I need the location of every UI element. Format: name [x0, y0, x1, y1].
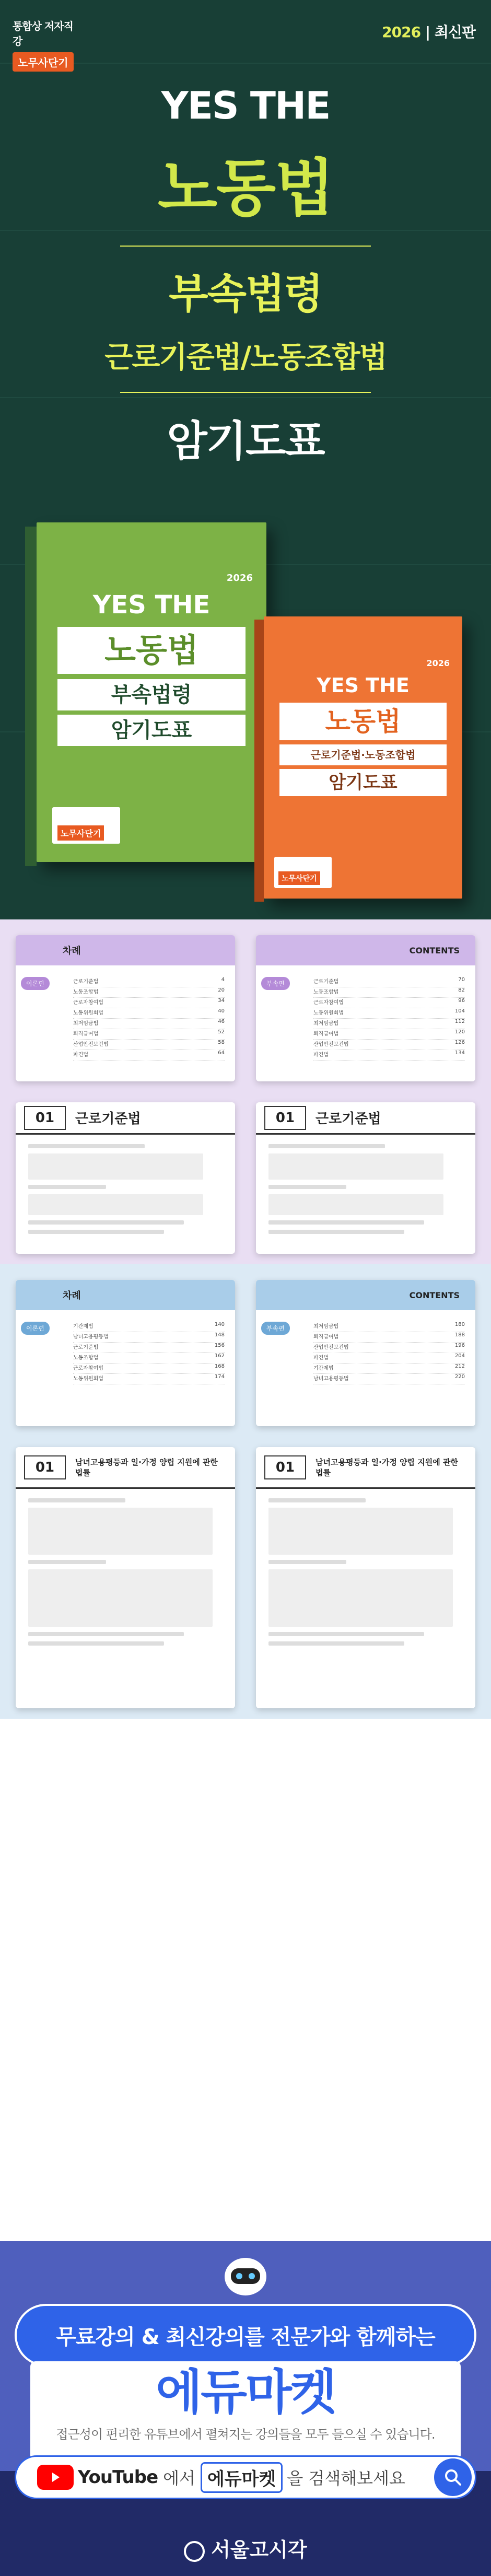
title-labor-law: 노동법	[158, 152, 333, 224]
list-item: 최저임금법 180	[313, 1322, 465, 1332]
chapter-number: 01	[264, 1106, 306, 1130]
toc-title-right: CONTENTS	[409, 945, 460, 955]
book-b-footer: 노무사단기	[278, 871, 320, 885]
list-item: 근로자참여법 168	[73, 1363, 225, 1374]
title-yes-the: YES THE	[161, 84, 330, 127]
list-item: 노동조합법 20	[73, 987, 225, 998]
toc-list-right	[313, 977, 465, 1060]
preview-chapter-purple	[0, 1092, 491, 1264]
toc-title-left: 차례	[63, 946, 81, 957]
chapter-number: 01	[24, 1455, 66, 1479]
list-item: 퇴직급여법 188	[313, 1332, 465, 1343]
list-item: 기간제법 140	[73, 1322, 225, 1332]
youtube-prefix: 에서	[163, 2468, 195, 2488]
author-badge	[13, 18, 75, 72]
book-a-subtitle2: 암기도표	[57, 715, 245, 746]
search-keyword: 에듀마켓	[201, 2462, 283, 2493]
book-a-subtitle: 부속법령	[57, 679, 245, 710]
hero-banner	[0, 0, 491, 919]
toc-list-left	[73, 977, 225, 1060]
search-button[interactable]	[434, 2458, 472, 2496]
list-item: 산업안전보건법 196	[313, 1343, 465, 1353]
book-b-edition: 2026	[426, 658, 450, 668]
preview-toc-purple	[0, 919, 491, 1092]
title-decrees: 부속법령	[169, 271, 322, 318]
edition-text: 최신판	[434, 24, 475, 41]
preview-toc-blue	[0, 1264, 491, 1437]
list-item: 노동위원회법 40	[73, 1008, 225, 1019]
chapter-title: 남녀고용평등과 일·가정 양립 지원에 관한 법률	[75, 1457, 218, 1477]
title-subjects: 근로기준법/노동조합법	[104, 341, 387, 375]
book-a-brand: YES THE	[92, 590, 211, 620]
list-item: 퇴직급여법 52	[73, 1029, 225, 1040]
list-item: 근로자참여법 34	[73, 998, 225, 1008]
chapter-number: 01	[264, 1455, 306, 1479]
list-item: 파견법 134	[313, 1050, 465, 1060]
list-item: 남녀고용평등법 148	[73, 1332, 225, 1343]
publisher-name: 서울고시각	[211, 2538, 307, 2561]
list-item: 근로기준법 70	[313, 977, 465, 987]
book-a-title: 노동법	[57, 627, 245, 674]
brand-box	[30, 2361, 461, 2461]
list-item: 파견법 64	[73, 1050, 225, 1060]
list-item: 파견법 204	[313, 1353, 465, 1363]
toc-list-left	[73, 1322, 225, 1384]
book-b-title: 노동법	[279, 703, 447, 740]
list-item: 노동조합법 162	[73, 1353, 225, 1363]
youtube-play-icon	[37, 2465, 74, 2490]
toc-title-left: 차례	[63, 1290, 81, 1301]
badge-line1: 통합상 저자직강	[13, 20, 73, 48]
list-item: 최저임금법 46	[73, 1019, 225, 1029]
list-item: 노동조합법 82	[313, 987, 465, 998]
toc-title-right: CONTENTS	[409, 1290, 460, 1300]
list-item: 노동위원회법 104	[313, 1008, 465, 1019]
list-item: 근로자참여법 96	[313, 998, 465, 1008]
toc-list-right	[313, 1322, 465, 1384]
publisher-logo	[0, 2534, 491, 2562]
book-a-edition: 2026	[226, 573, 253, 584]
edition-label: 2026 | 최신판	[382, 24, 475, 41]
list-item: 기간제법 212	[313, 1363, 465, 1374]
badge-line2: 노무사단기	[13, 52, 74, 72]
toc-tab-left: 이론편	[21, 1322, 50, 1335]
youtube-label: YouTube	[78, 2467, 158, 2488]
book-cover-decrees	[37, 522, 266, 862]
book-a-footer: 노무사단기	[57, 825, 104, 841]
brand-subtitle: 접근성이 편리한 유튜브에서 펼쳐지는 강의들을 모두 들으실 수 있습니다.	[56, 2427, 435, 2442]
book-b-brand: YES THE	[317, 674, 410, 697]
list-item: 근로기준법 156	[73, 1343, 225, 1353]
title-chart: 암기도표	[167, 417, 324, 465]
list-item: 산업안전보건법 58	[73, 1040, 225, 1050]
slogan-banner: 무료강의 & 최신강의를 전문가와 함께하는	[15, 2304, 476, 2367]
book-cover-labor-acts	[264, 616, 462, 899]
brand-name: 에듀마켓	[156, 2364, 335, 2420]
toc-tab-right: 부속편	[261, 1322, 290, 1335]
list-item: 근로기준법 4	[73, 977, 225, 987]
divider	[120, 246, 371, 247]
book-b-subtitle: 근로기준법·노동조합법	[279, 744, 447, 765]
chapter-title: 근로기준법	[315, 1111, 381, 1127]
preview-chapter-blue	[0, 1437, 491, 1719]
publisher-icon	[184, 2541, 205, 2562]
divider-2	[120, 392, 371, 393]
chapter-number: 01	[24, 1106, 66, 1130]
chapter-title: 남녀고용평등과 일·가정 양립 지원에 관한 법률	[315, 1457, 458, 1477]
list-item: 최저임금법 112	[313, 1019, 465, 1029]
chapter-title: 근로기준법	[75, 1111, 141, 1127]
list-item: 산업안전보건법 126	[313, 1040, 465, 1050]
toc-tab-right: 부속편	[261, 977, 290, 990]
youtube-search-bar[interactable]	[15, 2455, 476, 2499]
list-item: 퇴직급여법 120	[313, 1029, 465, 1040]
edition-year: 2026	[382, 24, 421, 41]
robot-icon	[219, 2252, 272, 2299]
youtube-suffix: 을 검색해보세요	[287, 2468, 405, 2488]
list-item: 남녀고용평등법 220	[313, 1374, 465, 1384]
search-icon	[443, 2468, 462, 2487]
book-b-subtitle2: 암기도표	[279, 769, 447, 796]
toc-tab-left: 이론편	[21, 977, 50, 990]
list-item: 노동위원회법 174	[73, 1374, 225, 1384]
